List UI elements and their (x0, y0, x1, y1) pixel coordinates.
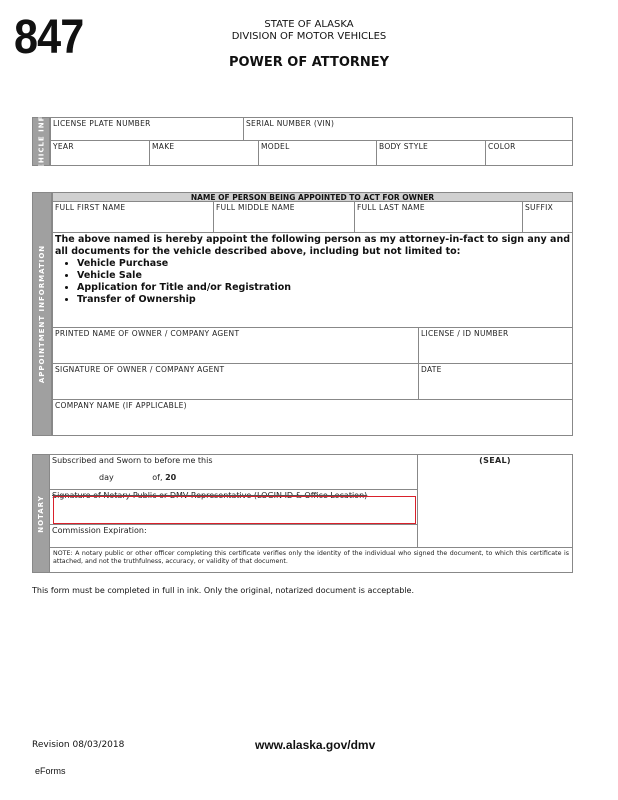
appointment-statement (52, 232, 573, 328)
sworn-date-field[interactable] (49, 454, 418, 490)
notary-side-label: NOTARY (32, 454, 50, 573)
form-number: 847 (14, 11, 84, 64)
printed-name-field[interactable] (52, 327, 419, 364)
notary-signature-label: Signature of Notary Public or DMV Representative (LOGIN ID & Office Location) (52, 491, 368, 500)
year-prefix: 20 (165, 473, 177, 482)
page-title: POWER OF ATTORNEY (228, 55, 390, 70)
agency-line-2: DIVISION OF MOTOR VEHICLES (231, 31, 387, 42)
printed-name-label: PRINTED NAME OF OWNER / COMPANY AGENT (55, 329, 240, 338)
last-name-label: FULL LAST NAME (357, 203, 425, 212)
body-style-field[interactable] (376, 140, 486, 166)
sworn-text: Subscribed and Sworn to before me this (52, 456, 213, 465)
statement-text: The above named is hereby appoint the following person as my attorney-in-fact to sign any and all documents for the vehicle described above, including but not limited to: (55, 234, 571, 257)
appointment-side-label: APPOINTMENT INFORMATION (32, 192, 52, 436)
license-plate-label: LICENSE PLATE NUMBER (53, 119, 151, 128)
license-id-field[interactable] (418, 327, 573, 364)
middle-name-label: FULL MIDDLE NAME (216, 203, 295, 212)
sworn-date-line (52, 473, 415, 482)
commission-expiration-field[interactable] (49, 524, 418, 548)
website-link[interactable]: www.alaska.gov/dmv (255, 738, 376, 752)
agency-line-1: STATE OF ALASKA (264, 19, 354, 30)
instructions-text: This form must be completed in full in ink. Only the original, notarized document is acceptable. (32, 586, 415, 595)
body-style-label: BODY STYLE (379, 142, 429, 151)
model-field[interactable] (258, 140, 377, 166)
last-name-field[interactable] (354, 201, 523, 233)
date-field[interactable] (418, 363, 573, 400)
year-label: YEAR (53, 142, 74, 151)
model-label: MODEL (261, 142, 290, 151)
company-name-field[interactable] (52, 399, 573, 436)
first-name-label: FULL FIRST NAME (55, 203, 126, 212)
day-label: day (99, 473, 114, 482)
suffix-label: SUFFIX (525, 203, 554, 212)
date-label: DATE (421, 365, 442, 374)
owner-signature-field[interactable] (52, 363, 419, 400)
vin-label: SERIAL NUMBER (VIN) (246, 119, 335, 128)
appointee-header: NAME OF PERSON BEING APPOINTED TO ACT FOR OWNER (52, 192, 573, 202)
seal-area (417, 454, 573, 548)
make-label: MAKE (152, 142, 175, 151)
commission-label: Commission Expiration: (52, 526, 147, 535)
seal-label: (SEAL) (479, 456, 511, 465)
suffix-field[interactable] (522, 201, 573, 233)
company-name-label: COMPANY NAME (IF APPLICABLE) (55, 401, 187, 410)
list-item: • Vehicle Purchase (77, 258, 570, 270)
owner-signature-label: SIGNATURE OF OWNER / COMPANY AGENT (55, 365, 225, 374)
authorized-actions-list (55, 258, 570, 306)
year-field[interactable] (50, 140, 150, 166)
eforms-label: eForms (35, 766, 66, 776)
of-label: of, (152, 473, 163, 482)
list-item: • Application for Title and/or Registration (77, 282, 570, 294)
license-plate-field[interactable] (50, 117, 244, 141)
color-field[interactable] (485, 140, 573, 166)
color-label: COLOR (488, 142, 516, 151)
first-name-field[interactable] (52, 201, 214, 233)
notary-note: NOTE: A notary public or other officer completing this certificate verifies only the identity of the individual who signed the document, to which this certificate is attached, and not the truthfulness, accuracy, or validity of that document. (49, 547, 573, 573)
list-item: • Vehicle Sale (77, 270, 570, 282)
make-field[interactable] (149, 140, 259, 166)
license-id-label: LICENSE / ID NUMBER (421, 329, 509, 338)
vehicle-info-side-label: VEHICLE INFO (32, 117, 50, 166)
middle-name-field[interactable] (213, 201, 355, 233)
list-item: • Transfer of Ownership (77, 294, 570, 306)
revision-date: Revision 08/03/2018 (32, 740, 125, 750)
notary-signature-input[interactable] (53, 496, 416, 524)
vin-field[interactable] (243, 117, 573, 141)
